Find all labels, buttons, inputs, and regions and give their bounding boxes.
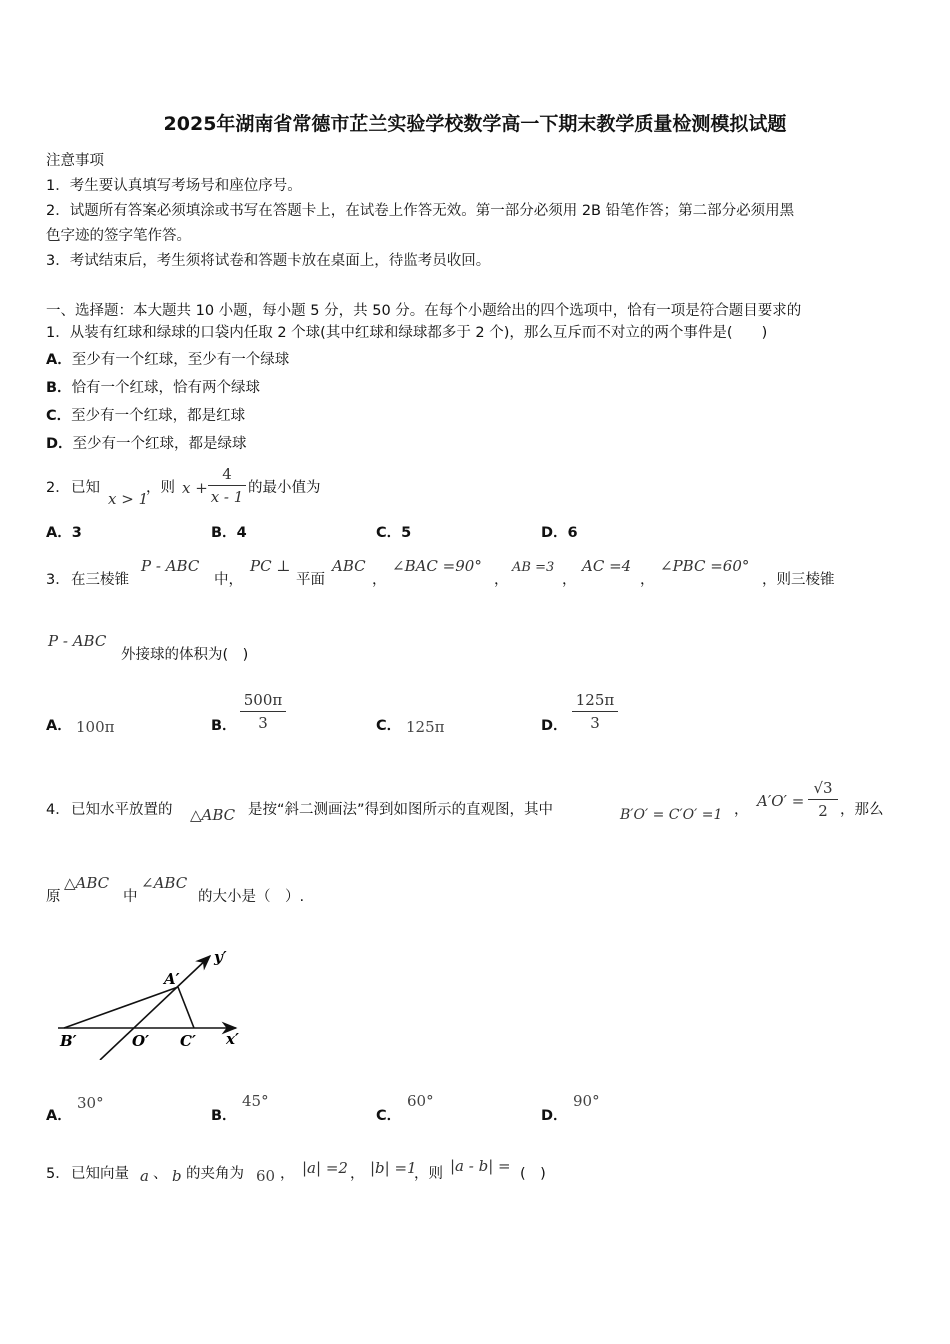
q4-option-a-letter: A． — [46, 1108, 72, 1124]
q1-option-b — [46, 378, 260, 398]
q4-option-b-value: 45° — [242, 1092, 269, 1110]
q3-option-c-value: 125π — [406, 718, 445, 736]
q2-option-b — [211, 523, 247, 543]
q4-option-d-value: 90° — [573, 1092, 600, 1110]
q5-text: 已知向量 — [71, 1166, 129, 1182]
q4-option-a-value: 30° — [77, 1094, 104, 1112]
notice-item: 2．试题所有答案必须填涂或书写在答题卡上，在试卷上作答无效。第一部分必须用 2B 铅笔作答；第二部分必须用黑 — [46, 203, 795, 219]
q5-text: 、 — [153, 1166, 168, 1182]
q4-math: △ABC — [190, 806, 236, 824]
notice-heading: 注意事项 — [46, 153, 104, 169]
q3-math: ∠BAC =90° — [392, 557, 482, 575]
q3-math: P - ABC — [48, 632, 107, 650]
option-text: 至少有一个红球，都是绿球 — [72, 436, 247, 452]
q4-math: B′O′ = C′O′ =1 — [620, 807, 723, 823]
q2-number: 2． — [46, 480, 70, 496]
q3-option-b-letter: B． — [211, 718, 237, 734]
fraction-denominator: 3 — [590, 714, 600, 732]
fraction-bar — [572, 711, 618, 712]
notice-item: 3．考试结束后，考生须将试卷和答题卡放在桌面上，待监考员收回。 — [46, 253, 491, 269]
q3-text: 外接球的体积为( ) — [121, 647, 249, 663]
q3-text: 平面 — [296, 572, 325, 588]
q3-number: 3． — [46, 572, 70, 588]
q5-math: |a| =2 — [302, 1159, 348, 1177]
q2-text: 已知 — [71, 480, 100, 496]
q3-option-d-fraction — [572, 690, 618, 733]
option-text: 至少有一个红球，至少有一个绿球 — [71, 352, 290, 368]
q1-option-a — [46, 350, 289, 370]
q4-option-d-letter: D． — [541, 1108, 568, 1124]
q4-text: 的大小是（ ）. — [198, 889, 305, 905]
fraction-bar — [240, 711, 286, 712]
fraction-denominator: 3 — [258, 714, 268, 732]
notice-item: 色字迹的签字笔作答。 — [46, 228, 191, 244]
option-value: 3 — [71, 525, 82, 541]
fraction-bar — [208, 485, 246, 486]
q4-text: ，那么 — [840, 802, 884, 818]
q3-option-a-letter: A． — [46, 718, 72, 734]
label-b: B′ — [60, 1032, 77, 1050]
option-value: 4 — [236, 525, 247, 541]
q1-option-d — [46, 434, 247, 454]
q4-number: 4． — [46, 802, 70, 818]
q3-math: AC =4 — [582, 557, 632, 575]
option-letter: B． — [46, 380, 72, 396]
fraction-numerator: 4 — [222, 465, 232, 483]
q3-text: ，则三棱锥 — [762, 572, 835, 588]
q3-option-d-letter: D． — [541, 718, 568, 734]
q3-text: ， — [494, 572, 509, 588]
label-a: A′ — [164, 970, 180, 988]
section-heading: 一、选择题：本大题共 10 小题，每小题 5 分，共 50 分。在每个小题给出的四个选项中，恰有一项是符合题目要求的 — [46, 303, 802, 319]
option-value: 6 — [567, 525, 578, 541]
notice-item: 1．考生要认真填写考场号和座位序号。 — [46, 178, 302, 194]
q1-option-c — [46, 406, 245, 426]
q5-text: 的夹角为 — [186, 1166, 244, 1182]
q5-text: ， — [350, 1166, 365, 1182]
option-letter: D． — [541, 525, 568, 541]
q5-math: 60 — [256, 1167, 276, 1185]
fraction-denominator: 2 — [818, 802, 828, 820]
q3-text: ， — [562, 572, 577, 588]
fraction-bar — [808, 799, 838, 800]
q3-math: AB =3 — [512, 560, 555, 575]
option-letter: C． — [46, 408, 72, 424]
q5-text: ，则 — [414, 1166, 443, 1182]
option-letter: A． — [46, 352, 72, 368]
q4-math: △ABC — [64, 874, 110, 892]
label-y-axis: y′ — [214, 948, 227, 966]
option-letter: C． — [376, 525, 402, 541]
q4-text: 中 — [123, 889, 138, 905]
q5-math: |b| =1 — [370, 1159, 417, 1177]
q2-expression: x + — [182, 479, 208, 497]
label-x-axis: x′ — [226, 1030, 239, 1048]
side-a-c — [178, 987, 194, 1028]
q5-math: b — [172, 1167, 182, 1185]
q4-option-c-value: 60° — [407, 1092, 434, 1110]
q4-text: ， — [734, 802, 749, 818]
side-b-a — [64, 987, 178, 1028]
q3-text: 在三棱锥 — [71, 572, 129, 588]
label-o: O′ — [132, 1032, 150, 1050]
fraction-numerator: √3 — [813, 779, 833, 797]
q3-text: ， — [640, 572, 655, 588]
option-letter: B． — [211, 525, 237, 541]
q2-option-d — [541, 523, 578, 543]
q4-math: ∠ABC — [141, 874, 188, 892]
q5-number: 5． — [46, 1166, 70, 1182]
q3-option-b-fraction — [240, 690, 286, 733]
q4-math: A′O′ = — [757, 792, 805, 810]
q2-option-c — [376, 523, 411, 543]
option-letter: A． — [46, 525, 72, 541]
q4-text: 原 — [46, 889, 61, 905]
q3-math: ABC — [332, 557, 366, 575]
q2-text: ，则 — [146, 480, 175, 496]
page-title: 2025年湖南省常德市芷兰实验学校数学高一下期末教学质量检测模拟试题 — [163, 113, 787, 135]
question-1-stem: 1．从装有红球和绿球的口袋内任取 2 个球(其中红球和绿球都多于 2 个)，那么互斥而不对立的两个事件是( ) — [46, 325, 768, 341]
option-text: 恰有一个红球，恰有两个绿球 — [71, 380, 261, 396]
q4-option-b-letter: B． — [211, 1108, 237, 1124]
fraction-numerator: 125π — [575, 691, 615, 709]
q3-text: 中， — [214, 572, 243, 588]
fraction-denominator: x - 1 — [210, 488, 244, 506]
q3-text: ， — [372, 572, 387, 588]
q3-math: P - ABC — [141, 557, 200, 575]
q2-condition: x > 1 — [108, 490, 149, 508]
q2-fraction — [208, 464, 246, 507]
fraction-numerator: 500π — [243, 691, 283, 709]
q4-oblique-figure — [50, 940, 250, 1060]
q4-fraction — [808, 778, 838, 821]
q3-math: ∠PBC =60° — [660, 557, 750, 575]
label-c: C′ — [180, 1032, 196, 1050]
q3-option-c-letter: C． — [376, 718, 402, 734]
q5-text: ( ) — [520, 1166, 546, 1182]
option-text: 至少有一个红球，都是红球 — [71, 408, 246, 424]
q5-text: ， — [280, 1166, 295, 1182]
option-letter: D． — [46, 436, 73, 452]
q3-option-a-value: 100π — [76, 718, 115, 736]
q4-text: 已知水平放置的 — [71, 802, 173, 818]
option-value: 5 — [401, 525, 412, 541]
q4-option-c-letter: C． — [376, 1108, 402, 1124]
q2-text: 的最小值为 — [248, 480, 321, 496]
q4-text: 是按“斜二测画法”得到如图所示的直观图，其中 — [248, 802, 554, 818]
q5-math: a — [140, 1167, 149, 1185]
q5-math: |a - b| = — [450, 1157, 511, 1175]
q2-option-a — [46, 523, 82, 543]
q3-math: PC ⊥ — [250, 557, 291, 575]
